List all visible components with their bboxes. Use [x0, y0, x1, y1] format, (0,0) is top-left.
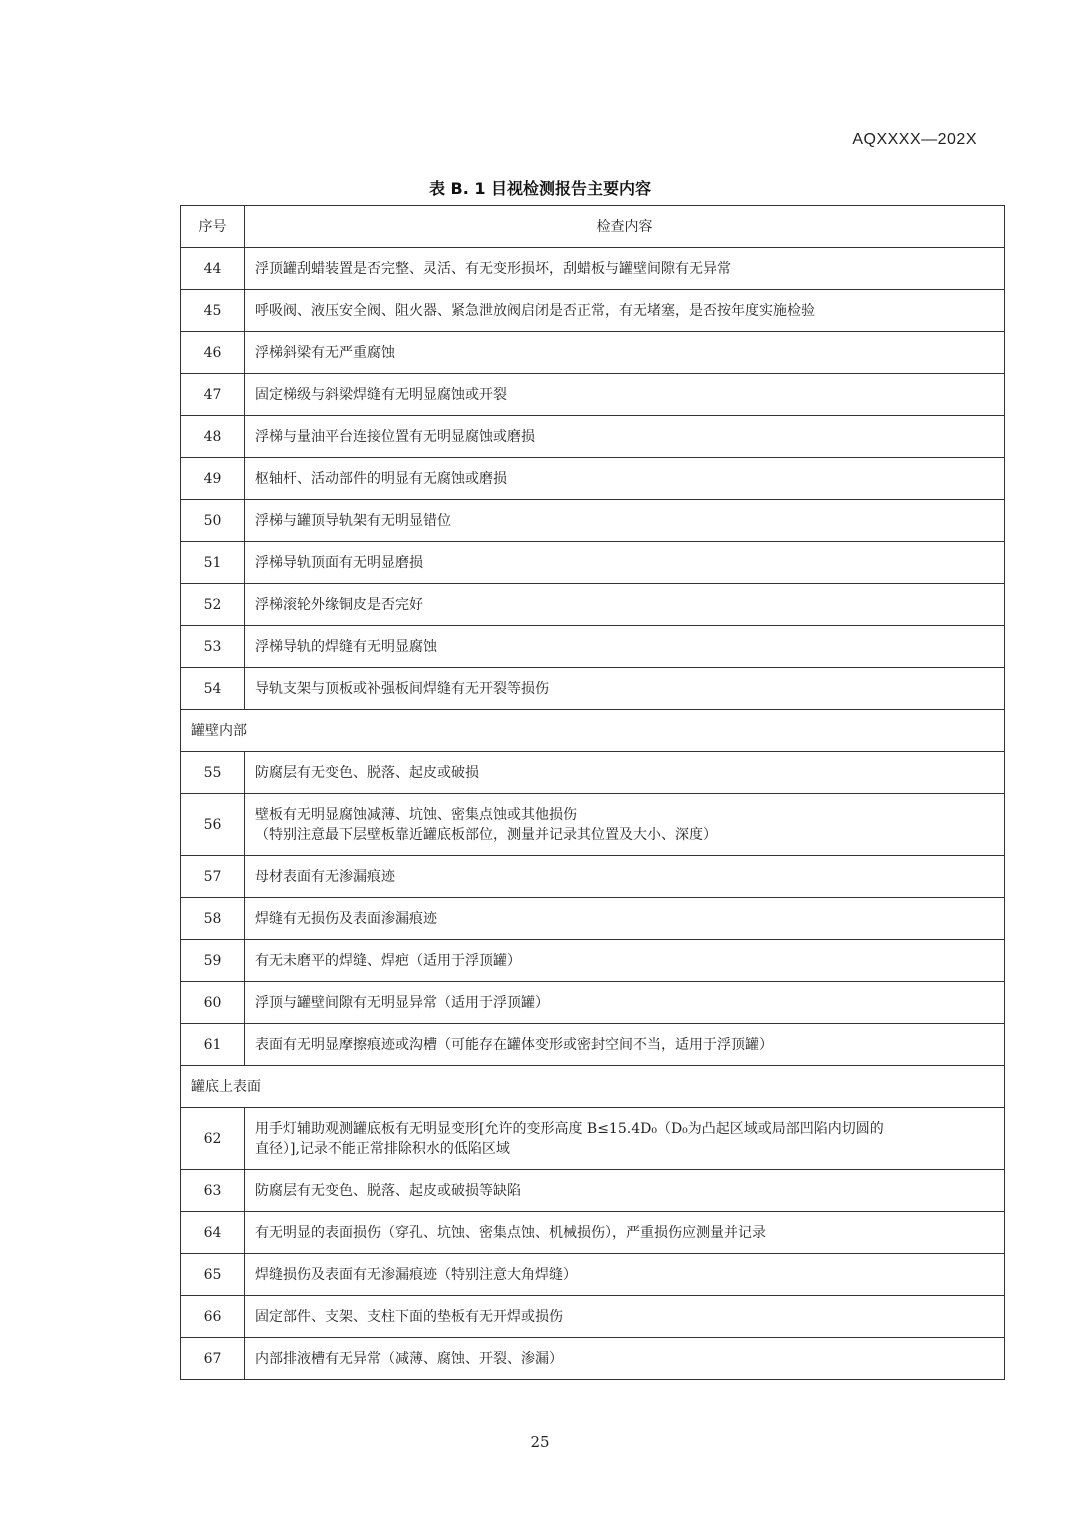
table-row: [181, 626, 1005, 668]
row-number: 52: [181, 584, 245, 626]
table-row: [181, 290, 1005, 332]
document-code: AQXXXX—202X: [852, 131, 977, 148]
section-heading-tank-bottom: 罐底上表面: [181, 1066, 1005, 1108]
row-content: 有无未磨平的焊缝、焊疤（适用于浮顶罐）: [245, 940, 1005, 982]
row-number: 50: [181, 500, 245, 542]
row-content: 有无明显的表面损伤（穿孔、坑蚀、密集点蚀、机械损伤），严重损伤应测量并记录: [245, 1212, 1005, 1254]
row-number: 59: [181, 940, 245, 982]
table-row: [181, 458, 1005, 500]
row-content: 浮梯导轨的焊缝有无明显腐蚀: [245, 626, 1005, 668]
table-row: [181, 752, 1005, 794]
row-content: 固定梯级与斜梁焊缝有无明显腐蚀或开裂: [245, 374, 1005, 416]
row-content: 浮梯导轨顶面有无明显磨损: [245, 542, 1005, 584]
table-row: [181, 374, 1005, 416]
page-number: 25: [530, 1433, 550, 1451]
column-header-no: 序号: [181, 206, 245, 248]
row-number: 44: [181, 248, 245, 290]
row-content: 防腐层有无变色、脱落、起皮或破损: [245, 752, 1005, 794]
table-row: [181, 1296, 1005, 1338]
row-content-line: 用手灯辅助观测罐底板有无明显变形[允许的变形高度 B≤15.4D₀（D₀为凸起区域或局部凹陷内切圆的: [255, 1120, 884, 1137]
table-row: [181, 1024, 1005, 1066]
row-content: [245, 794, 1005, 856]
table-row: [181, 668, 1005, 710]
table-title: 表 B. 1 目视检测报告主要内容: [428, 179, 652, 198]
row-number: 48: [181, 416, 245, 458]
row-number: 67: [181, 1338, 245, 1380]
section-row-tank-bottom: [181, 1066, 1005, 1108]
row-number: 46: [181, 332, 245, 374]
row-number: 64: [181, 1212, 245, 1254]
table-row: [181, 248, 1005, 290]
table-row: [181, 1338, 1005, 1380]
section-row-tank-wall: [181, 710, 1005, 752]
row-number: 61: [181, 1024, 245, 1066]
row-content: 焊缝损伤及表面有无渗漏痕迹（特别注意大角焊缝）: [245, 1254, 1005, 1296]
row-number: 58: [181, 898, 245, 940]
section-heading-tank-wall: 罐壁内部: [181, 710, 1005, 752]
row-number: 47: [181, 374, 245, 416]
row-number: 55: [181, 752, 245, 794]
row-content-line: 壁板有无明显腐蚀减薄、坑蚀、密集点蚀或其他损伤: [255, 806, 577, 823]
row-content: 枢轴杆、活动部件的明显有无腐蚀或磨损: [245, 458, 1005, 500]
row-content: 母材表面有无渗漏痕迹: [245, 856, 1005, 898]
table-row: [181, 542, 1005, 584]
row-number: 51: [181, 542, 245, 584]
row-content: 呼吸阀、液压安全阀、阻火器、紧急泄放阀启闭是否正常，有无堵塞，是否按年度实施检验: [245, 290, 1005, 332]
row-content: 浮梯滚轮外缘铜皮是否完好: [245, 584, 1005, 626]
row-content: 防腐层有无变色、脱落、起皮或破损等缺陷: [245, 1170, 1005, 1212]
row-number: 45: [181, 290, 245, 332]
row-content: 焊缝有无损伤及表面渗漏痕迹: [245, 898, 1005, 940]
row-number: 54: [181, 668, 245, 710]
table-row: [181, 1108, 1005, 1170]
row-number: 53: [181, 626, 245, 668]
table-row: [181, 584, 1005, 626]
row-content: 浮顶与罐壁间隙有无明显异常（适用于浮顶罐）: [245, 982, 1005, 1024]
row-content: 导轨支架与顶板或补强板间焊缝有无开裂等损伤: [245, 668, 1005, 710]
row-number: 66: [181, 1296, 245, 1338]
row-number: 57: [181, 856, 245, 898]
table-row: [181, 940, 1005, 982]
row-number: 62: [181, 1108, 245, 1170]
row-content: 浮梯斜梁有无严重腐蚀: [245, 332, 1005, 374]
row-content: 表面有无明显摩擦痕迹或沟槽（可能存在罐体变形或密封空间不当，适用于浮顶罐）: [245, 1024, 1005, 1066]
row-content-line: 直径）],记录不能正常排除积水的低陷区域: [255, 1140, 510, 1157]
row-number: 49: [181, 458, 245, 500]
row-number: 63: [181, 1170, 245, 1212]
inspection-table: [180, 205, 1005, 1380]
row-content: 固定部件、支架、支柱下面的垫板有无开焊或损伤: [245, 1296, 1005, 1338]
table-row: [181, 982, 1005, 1024]
row-content-line: （特别注意最下层壁板靠近罐底板部位，测量并记录其位置及大小、深度）: [255, 826, 717, 843]
table-row: [181, 416, 1005, 458]
table-row: [181, 898, 1005, 940]
table-row: [181, 794, 1005, 856]
row-number: 60: [181, 982, 245, 1024]
row-content: 浮顶罐刮蜡装置是否完整、灵活、有无变形损坏，刮蜡板与罐壁间隙有无异常: [245, 248, 1005, 290]
row-content: 浮梯与罐顶导轨架有无明显错位: [245, 500, 1005, 542]
column-header-content: 检查内容: [245, 206, 1005, 248]
table-row: [181, 1212, 1005, 1254]
table-row: [181, 500, 1005, 542]
table-row: [181, 1170, 1005, 1212]
table-row: [181, 856, 1005, 898]
row-content: [245, 1108, 1005, 1170]
row-number: 65: [181, 1254, 245, 1296]
row-content: 内部排液槽有无异常（减薄、腐蚀、开裂、渗漏）: [245, 1338, 1005, 1380]
table-header-row: [181, 206, 1005, 248]
table-row: [181, 332, 1005, 374]
row-content: 浮梯与量油平台连接位置有无明显腐蚀或磨损: [245, 416, 1005, 458]
table-row: [181, 1254, 1005, 1296]
row-number: 56: [181, 794, 245, 856]
